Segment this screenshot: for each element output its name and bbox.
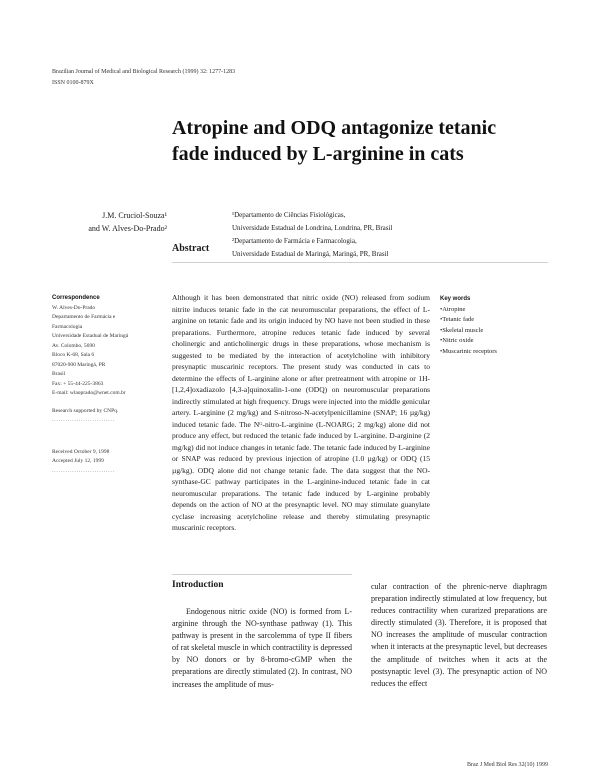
author-1: J.M. Cruciol-Souza¹ bbox=[102, 211, 167, 220]
abstract-body bbox=[172, 292, 430, 534]
received-date: Received October 9, 1998 bbox=[52, 448, 110, 455]
introduction-heading: Introduction bbox=[172, 580, 224, 590]
correspondence-line: Bloco K-68, Sala 6 bbox=[52, 352, 95, 358]
keyword-item: • Skeletal muscle bbox=[440, 326, 550, 337]
keywords-block bbox=[440, 294, 550, 357]
separator: ............................ bbox=[52, 418, 115, 423]
affiliation-line: ²Departamento de Farmácia e Farmacologia, bbox=[232, 237, 357, 245]
correspondence-line: Universidade Estadual de Maringá bbox=[52, 333, 129, 339]
correspondence-email: E-mail: wlaoprado@wnet.com.br bbox=[52, 390, 126, 396]
keyword-item: • Tetanic fade bbox=[440, 315, 550, 326]
authors bbox=[52, 209, 167, 235]
page-footer: Braz J Med Biol Res 32(10) 1999 bbox=[467, 762, 548, 768]
correspondence-line: Av. Colombo, 5690 bbox=[52, 342, 95, 349]
journal-issn: ISSN 0100-879X bbox=[52, 80, 94, 86]
abstract-text: Although it has been demonstrated that nitric oxide (NO) released from sodium nitrite induces tetanic fade in the cat neuromuscular preparations, the effect of L-arginine on tetanic fade and its origin induced by NO have not been studied in these preparations. Furthermore, atropine reduces tetanic fade induced by several cholinergic and anticholinergic drugs in these preparations, whose mechanism is suggested to be mediated by the interaction of acetylcholine with inhibitory presynaptic muscarinic receptors. The present study was conducted in cats to determine the effects of L-arginine alone or after pretreatment with atropine or 1H-[1,2,4]oxadiazolo [4,3-a]quinoxalin-1-one (ODQ) on neuromuscular preparations indirectly stimulated at high frequency. Drugs were injected into the middle genicular artery. L-arginine (2 mg/kg) and S-nitroso-N-acetylpenicillamine (SNAP; 16 µg/kg) induced tetanic fade. The Nᴳ-nitro-L-arginine (L-NOARG; 2 mg/kg) alone did not produce any effect, but reduced the tetanic fade induced by L-arginine. D-arginine (2 mg/kg) did not induce changes in tetanic fade. The tetanic fade induced by L-arginine or SNAP was reduced by previous injection of atropine (1.0 µg/kg) or ODQ (15 µg/kg). ODQ alone did not change tetanic fade. The data suggest that the NO-synthase-GC pathway participates in the L-arginine-induced tetanic fade in cat neuromuscular preparations. The tetanic fade induced by L-arginine probably depends on the action of NO at the presynaptic level. NO may stimulate guanylate cyclase increasing acetylcholine release and thereby stimulating presynaptic muscarinic receptors. bbox=[172, 293, 430, 532]
journal-citation: Brazilian Journal of Medical and Biological Research (1999) 32: 1277-1283 bbox=[52, 69, 236, 75]
correspondence-line: 87020-900 Maringá, PR bbox=[52, 361, 106, 368]
affiliation-line: ¹Departamento de Ciências Fisiológicas, bbox=[232, 211, 346, 219]
intro-text-col1: Endogenous nitric oxide (NO) is formed from L-arginine through the NO-synthase pathway (1). This pathway is present in the sarcolemma of type II fibers of rat skeletal muscle in which contractility is depressed by NO donors or by 8-bromo-cGMP when the preparations are directly stimulated (2). In contrast, NO increases the amplitude of mus- bbox=[172, 607, 352, 689]
keyword-item: • Muscarinic receptors bbox=[440, 347, 550, 358]
abstract-heading: Abstract bbox=[172, 243, 210, 254]
correspondence-line: Departamento de Farmácia e bbox=[52, 314, 116, 320]
keyword-item: • Atropine bbox=[440, 305, 550, 316]
author-2: and W. Alves-Do-Prado² bbox=[88, 224, 167, 233]
separator: ............................ bbox=[52, 468, 115, 474]
article-title: Atropine and ODQ antagonize tetanic fade induced by L-arginine in cats bbox=[172, 117, 497, 165]
correspondence-heading: Correspondence bbox=[52, 295, 100, 301]
journal-header bbox=[52, 67, 235, 89]
correspondence-line: Brasil bbox=[52, 371, 66, 377]
intro-text-col2: cular contraction of the phrenic-nerve diaphragm preparation indirectly stimulated at low frequency, but reduces contractility when curarized preparations are directly stimulated (3). Therefore, it is proposed that NO increases the amplitude of muscular contraction when it interacts at the presynaptic level, but decreases the amplitude of twitches when it acts at the postsynaptic level (3). The presynaptic action of NO reduces the effect bbox=[371, 582, 547, 688]
support-note: Research supported by CNPq. bbox=[52, 407, 119, 414]
keywords-list bbox=[440, 305, 550, 358]
affiliation-line: Universidade Estadual de Londrina, Londrina, PR, Brasil bbox=[232, 224, 393, 232]
intro-divider bbox=[172, 574, 352, 575]
affiliations bbox=[232, 209, 492, 261]
affiliation-line: Universidade Estadual de Maringá, Maringá, PR, Brasil bbox=[232, 250, 389, 258]
correspondence-line: Farmacologia bbox=[52, 323, 83, 330]
correspondence-line: W. Alves-Do-Prado bbox=[52, 304, 96, 311]
intro-column-2 bbox=[371, 581, 547, 690]
correspondence-block bbox=[52, 294, 162, 476]
keyword-item: • Nitric oxide bbox=[440, 336, 550, 347]
correspondence-line: Fax: + 55-44-225-3863 bbox=[52, 380, 104, 387]
keywords-heading: Key words bbox=[440, 296, 471, 302]
abstract-divider bbox=[172, 262, 548, 263]
intro-column-1 bbox=[172, 606, 352, 691]
accepted-date: Accepted July 12, 1999 bbox=[52, 458, 104, 464]
